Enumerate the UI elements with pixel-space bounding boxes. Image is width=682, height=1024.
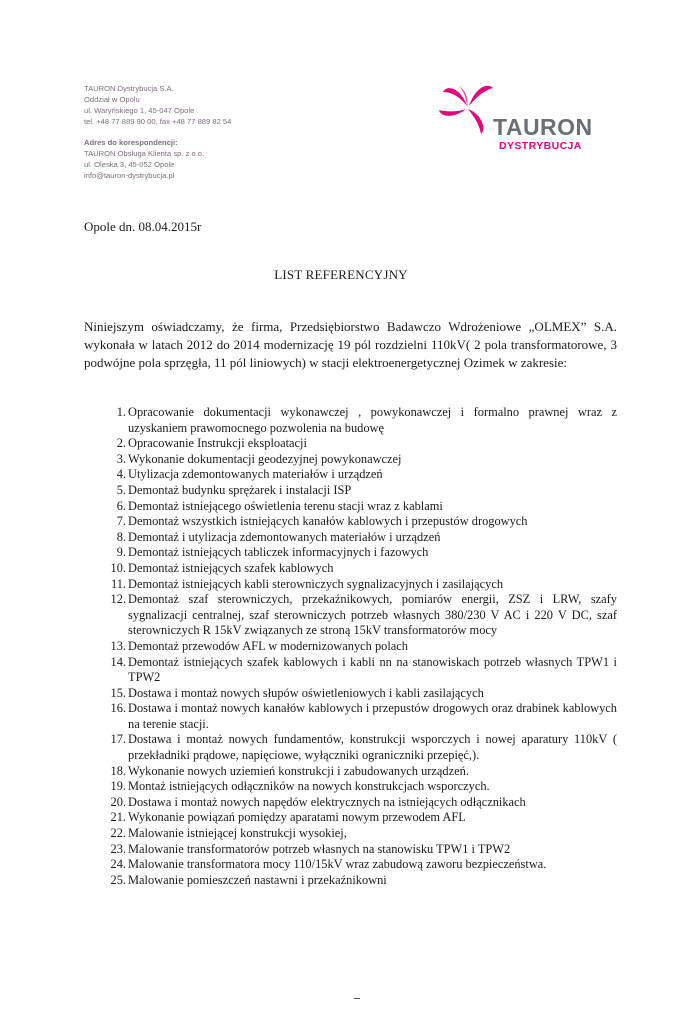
- list-item-text: Malowanie istniejącej konstrukcji wysokiej,: [128, 826, 347, 841]
- sender-street: ul. Waryńskiego 1, 45-047 Opole: [84, 106, 195, 115]
- list-item-number: 11.: [110, 576, 126, 591]
- list-item: [104, 701, 617, 732]
- list-item: [104, 810, 617, 826]
- list-item-text: Opracowanie dokumentacji wykonawczej , powykonawczej i formalno prawnej wraz z uzyskaniem prawomocnego pozwolenia na budowę: [128, 405, 617, 435]
- list-item-text: Demontaż istniejącego oświetlenia terenu stacji wraz z kablami: [128, 498, 443, 513]
- list-item-text: Demontaż szaf sterowniczych, przekaźnikowych, pomiarów energii, ZSZ i LRW, szafy sygnalizacji centralnej, szaf sterowniczych potrzeb własnych 380/230 V AC i 220 V DC, szaf sterowniczych R 15kV związanych ze stroną 15kV transformatorów mocy: [128, 592, 617, 638]
- list-item-number: 2.: [116, 436, 126, 451]
- list-item: [104, 561, 617, 577]
- list-item: [104, 732, 617, 763]
- list-item: [104, 686, 617, 702]
- list-item-number: 4.: [116, 467, 126, 482]
- header-spacer: [84, 127, 231, 137]
- list-item-number: 23.: [110, 841, 126, 856]
- list-item-text: Demontaż istniejących szafek kablowych: [128, 560, 334, 575]
- list-item-text: Demontaż istniejących kabli sterowniczych sygnalizacyjnych i zasilających: [128, 576, 504, 591]
- logo-name: TAURON: [493, 114, 593, 140]
- list-item: [104, 655, 617, 686]
- list-item-number: 1.: [116, 405, 126, 419]
- list-item-number: 17.: [110, 732, 126, 747]
- list-item: [104, 779, 617, 795]
- logo-subtitle: DYSTRYBUCJA: [499, 140, 582, 152]
- list-item-text: Demontaż budynku sprężarek i instalacji ISP: [128, 482, 352, 497]
- list-item: [104, 530, 617, 546]
- list-item-number: 21.: [110, 810, 126, 825]
- list-item: [104, 499, 617, 515]
- list-item-text: Wykonanie dokumentacji geodezyjnej powykonawczej: [128, 451, 402, 466]
- list-item-number: 16.: [110, 701, 126, 716]
- list-item-number: 6.: [116, 498, 126, 513]
- list-item-text: Dostawa i montaż nowych fundamentów, konstrukcji wsporczych i nowej aparatury 110kV ( przekładniki prądowe, napięciowe, wyłączniki ograniczniki przepięć,).: [128, 732, 617, 763]
- list-item: [104, 452, 617, 468]
- list-item-text: Malowanie transformatorów potrzeb własnych na stanowisku TPW1 i TPW2: [128, 841, 511, 856]
- list-item-number: 13.: [110, 638, 126, 653]
- intro-paragraph: Niniejszym oświadczamy, że firma, Przedsiębiorstwo Badawczo Wdrożeniowe „OLMEX” S.A. wykonała w latach 2012 do 2014 modernizację 19 pól rozdzielni 110kV( 2 pola transformatorowe, 3 podwójne pola sprzęgła, 11 pól liniowych) w stacji elektroenergetycznej Ozimek w zakresie:: [84, 319, 617, 370]
- list-item-text: Malowanie pomieszczeń nastawni i przekaźnikowni: [128, 872, 387, 887]
- page-footer-mark: [354, 998, 360, 999]
- list-item: [104, 436, 617, 452]
- list-item-text: Montaż istniejących odłączników na nowych konstrukcjach wsporczych.: [128, 779, 490, 794]
- list-item-number: 14.: [110, 654, 126, 669]
- list-item-number: 15.: [110, 685, 126, 700]
- list-item-number: 22.: [110, 826, 126, 841]
- tauron-logo: [435, 76, 605, 166]
- list-item-text: Demontaż istniejących szafek kablowych i kabli nn na stanowiskach potrzeb własnych TPW1 i TPW2: [128, 654, 617, 685]
- sender-branch: Oddział w Opolu: [84, 95, 140, 104]
- list-item-number: 5.: [116, 482, 126, 497]
- list-item: [104, 545, 617, 561]
- correspondence-email: info@tauron-dystrybucja.pl: [84, 171, 175, 180]
- date-line: Opole dn. 08.04.2015r: [84, 219, 202, 234]
- list-item-number: 8.: [116, 529, 126, 544]
- list-item-number: 10.: [110, 560, 126, 575]
- list-item: [104, 483, 617, 499]
- list-item: [104, 764, 617, 780]
- list-item-number: 18.: [110, 763, 126, 778]
- list-item-number: 20.: [110, 794, 126, 809]
- list-item-number: 19.: [110, 779, 126, 794]
- list-item: [104, 514, 617, 530]
- list-item-text: Wykonanie nowych uziemień konstrukcji i zabudowanych urządzeń.: [128, 763, 469, 778]
- list-item-text: Dostawa i montaż nowych słupów oświetleniowych i kabli zasilających: [128, 685, 484, 700]
- list-item-text: Demontaż istniejących tabliczek informacyjnych i fazowych: [128, 545, 429, 560]
- list-item-text: Utylizacja zdemontowanych materiałów i urządzeń: [128, 467, 383, 482]
- list-item: [104, 842, 617, 858]
- list-item-number: 12.: [110, 592, 126, 607]
- list-item-number: 3.: [116, 451, 126, 466]
- list-item: [104, 467, 617, 483]
- list-item-text: Malowanie transformatora mocy 110/15kV wraz zabudową zaworu bezpieczeństwa.: [128, 857, 547, 872]
- list-item: [104, 592, 617, 639]
- correspondence-company: TAURON Obsługa Klienta sp. z o.o.: [84, 149, 205, 158]
- list-item-number: 7.: [116, 514, 126, 529]
- scope-list: [104, 405, 617, 888]
- list-item-text: Demontaż przewodów AFL w modernizowanych polach: [128, 638, 408, 653]
- list-item: [104, 795, 617, 811]
- list-item-number: 24.: [110, 857, 126, 872]
- list-item: [104, 639, 617, 655]
- list-item-text: Demontaż wszystkich istniejących kanałów kablowych i przepustów drogowych: [128, 514, 528, 529]
- list-item-text: Dostawa i montaż nowych napędów elektrycznych na istniejących odłącznikach: [128, 794, 526, 809]
- sender-address-block: [84, 83, 231, 181]
- correspondence-street: ul. Oleska 3, 45-052 Opole: [84, 160, 175, 169]
- list-item: [104, 873, 617, 889]
- list-item: [104, 405, 617, 436]
- correspondence-heading: Adres do korespondencji:: [84, 138, 178, 147]
- list-item: [104, 826, 617, 842]
- list-item-text: Wykonanie powiązań pomiędzy aparatami nowym przewodem AFL: [128, 810, 466, 825]
- tauron-logo-mark-icon: [437, 78, 497, 138]
- list-item-text: Demontaż i utylizacja zdemontowanych materiałów i urządzeń: [128, 529, 441, 544]
- letter-title: LIST REFERENCYJNY: [274, 267, 408, 282]
- sender-contact: tel. +48 77 889 90 00, fax +48 77 889 82 54: [84, 117, 232, 126]
- list-item: [104, 857, 617, 873]
- list-item-number: 9.: [116, 545, 126, 560]
- sender-company: TAURON Dystrybucja S.A.: [84, 84, 174, 93]
- list-item-number: 25.: [110, 872, 126, 887]
- list-item-text: Dostawa i montaż nowych kanałów kablowych i przepustów drogowych oraz drabinek kablowych na terenie stacji.: [128, 701, 617, 731]
- list-item-text: Opracowanie Instrukcji eksploatacji: [128, 436, 307, 451]
- list-item: [104, 577, 617, 593]
